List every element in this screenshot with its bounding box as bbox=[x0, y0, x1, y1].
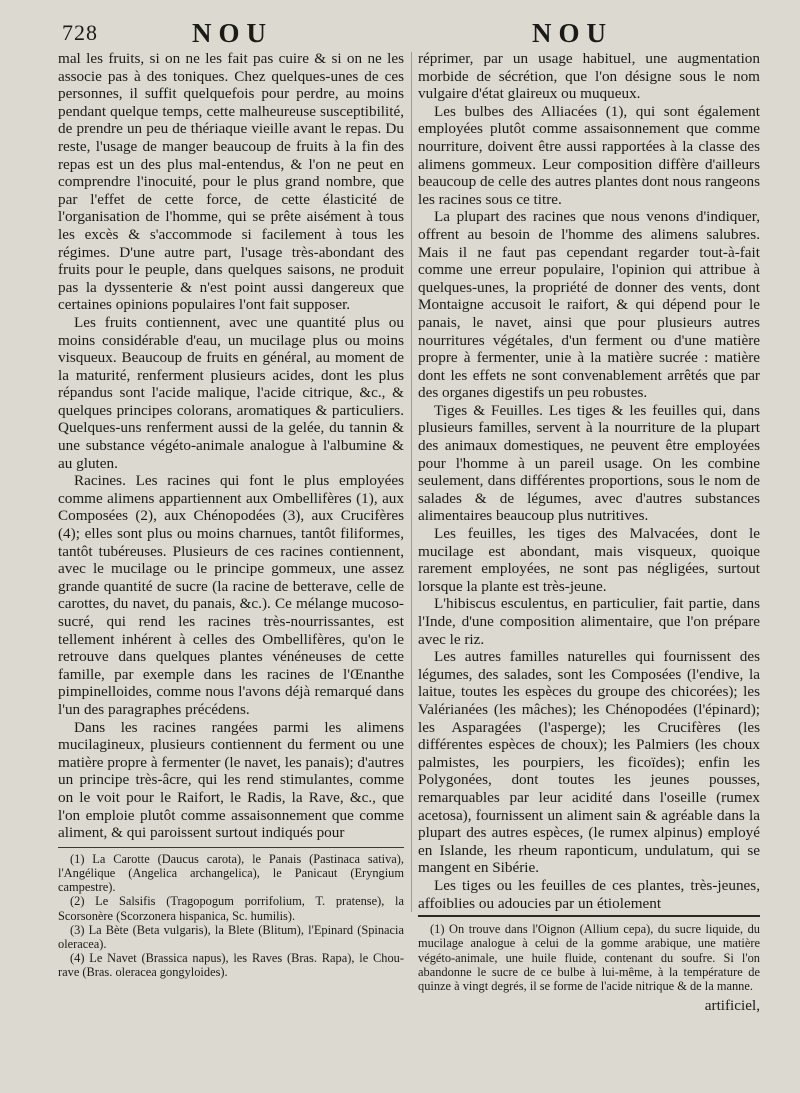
footnotes bbox=[418, 922, 760, 993]
paragraph: Les bulbes des Alliacées (1), qui sont également employées plutôt comme assaisonnement que comme nourriture, doivent être aussi rapportées à la classe des alimens gommeux. Leur composition diffère d'ailleurs beaucoup de celle des autres plantes dont nous rangeons les racines sous ce titre. bbox=[418, 102, 760, 208]
page-number: 728 bbox=[62, 20, 98, 45]
footnote: (2) Le Salsifis (Tragopogum porrifolium, T. pratense), la Scorsonère (Scorzonera hispanica, Sc. humilis). bbox=[58, 894, 404, 923]
paragraph: La plupart des racines que nous venons d'indiquer, offrent au besoin de l'homme des alimens salubres. Mais il ne faut pas cependant regarder tout-à-fait comme une erreur populaire, l'opinion qui attribue à quelques-unes, la propriété de donner des vents, dont Montaigne accusoit le raifort, & qui dépend pour le panais, le navet, ainsi que pour plusieurs autres nourritures végétales, d'un ferment ou d'une matière propre à fermenter, unie à la matière sucrée : matière dont les effets ne sont convenablement arrêtés que par des organes digestifs un peu robustes. bbox=[418, 208, 760, 402]
paragraph: Racines. Les racines qui font le plus employées comme alimens appartiennent aux Ombellifères (1), aux Composées (2), aux Chénopodées (3), aux Crucifères (4); elles sont plus ou moins charnues, tantôt filiformes, tantôt tubéreuses. Plusieurs de ces racines contiennent, avec le mucilage ou le principe gommeux, une assez grande quantité de sucre (la racine de betterave, celle de carottes, du navet, du panais, &c.). Ce mélange mucoso-sucré, qui rend les racines très-nourrissantes, est tellement inhérent à celles des Ombellifères, qu'on le retrouve dans quelques plantes vénéneuses de cette famille, par exemple dans les racines de l'Œnanthe pimpinelloides, comme nous l'avons déjà remarqué dans l'un des paragraphes précédens. bbox=[58, 472, 404, 718]
paragraph: mal les fruits, si on ne les fait pas cuire & si on ne les associe pas à des toniques. Chez quelques-unes de ces personnes, il suffit quelquefois pour perdre, au moins pendant quelque temps, cette malheureuse susceptibilité, de prendre un peu de thériaque vieille avant le repas. Du reste, l'usage de manger beaucoup de fruits à la fin des repas est un des plus mal-entendus, & l'on ne peut en comprendre l'inocuité, pour le plus grand nombre, que par l'effet de cette force, de cette élasticité de l'organisation de l'homme, qui se prête aisément à tous les excès & s'accommode si facilement à tous les régimes. D'une autre part, l'usage très-abondant des fruits pour le peuple, dans quelques saisons, ne produit pas la dyssenterie & n'est point aussi dangereux que certaines opinions populaires l'ont fait supposer. bbox=[58, 50, 404, 314]
paragraph: Les fruits contiennent, avec une quantité plus ou moins considérable d'eau, un mucilage plus ou moins visqueux. Beaucoup de fruits en général, au moment de la maturité, renferment plusieurs acides, dont les plus répandus sont l'acide malique, l'acide citrique, &c., & quelques principes colorans, aromatiques & particuliers. Quelques-uns renferment aussi de la gelée, du tannin & une substance végéto-animale analogue à l'albumine & au gluten. bbox=[58, 313, 404, 472]
footnote: (1) On trouve dans l'Oignon (Allium cepa), du sucre liquide, du mucilage analogue à celui de la gomme arabique, une matière végéto-animale, une huile fluide, contenant du soufre. Si l'on abandonne le sucre de ce bulbe à lui-même, à la température de quinze à vingt degrés, il se forme de l'acide nitrique & de la manne. bbox=[418, 922, 760, 993]
catchword: artificiel, bbox=[704, 997, 760, 1015]
left-column bbox=[58, 50, 404, 980]
page-header bbox=[0, 20, 800, 50]
running-head-right: NOU bbox=[532, 18, 613, 48]
footnotes bbox=[58, 852, 404, 980]
paragraph: réprimer, par un usage habituel, une augmentation morbide de sécrétion, que l'on désigne sous le nom vulgaire d'état glaireux ou muqueux. bbox=[418, 50, 760, 103]
paragraph: Dans les racines rangées parmi les alimens mucilagineux, plusieurs contiennent du ferment ou une matière propre à fermenter (le navet, les panais); d'autres un principe très-âcre, qui les rend stimulantes, comme on le voit pour le Raifort, le Radis, la Rave, &c., que l'on emploie plutôt comme assaisonnement que comme aliment, & qui paroissent surtout indiqués pour bbox=[58, 718, 404, 842]
footnote-rule bbox=[58, 847, 404, 848]
column-separator bbox=[411, 52, 412, 912]
paragraph: Les tiges ou les feuilles de ces plantes, très-jeunes, affoiblies ou adoucies par un étiolement bbox=[418, 876, 760, 912]
paragraph: Tiges & Feuilles. Les tiges & les feuilles qui, dans plusieurs familles, servent à la nourriture de la plupart des animaux domestiques, ne peuvent être employées pour l'homme à un pareil usage. On les combine seulement, dans différentes proportions, sous le nom de salades & de légumes, avec d'autres substances alimentaires beaucoup plus nutritives. bbox=[418, 401, 760, 525]
paragraph: L'hibiscus esculentus, en particulier, fait partie, dans l'Inde, d'une composition alimentaire, que l'on prépare avec le riz. bbox=[418, 595, 760, 648]
paragraph: Les autres familles naturelles qui fournissent des légumes, des salades, sont les Composées (l'endive, la laitue, toutes les espèces du groupe des chicorées); les Valérianées (les mâches); les Chénopodées (l'épinard); les Asparagées (l'asperge); les Crucifères (les différentes espèces de choux); les Palmiers (les choux palmistes, les pourpiers, les ficoïdes); enfin les Polygonées, dont toutes les jeunes pousses, remarquables par leur acidité dans l'oseille (rumex acetosa), fournissent un aliment sain & agréable dans la plupart des autres espèces, (le rumex alpinus) employé en Islande, les rheum raponticum, undulatum, qui se mangent en Sibérie. bbox=[418, 648, 760, 877]
footnote-rule bbox=[418, 915, 760, 917]
footnote: (1) La Carotte (Daucus carota), le Panais (Pastinaca sativa), l'Angélique (Angelica archangelica), le Panicaut (Eryngium campestre). bbox=[58, 851, 404, 895]
footnote: (3) La Bète (Beta vulgaris), la Blete (Blitum), l'Epinard (Spinacia oleracea). bbox=[58, 922, 404, 951]
footnote: (4) Le Navet (Brassica napus), les Raves (Bras. Rapa), le Chou-rave (Bras. oleracea gongyloides). bbox=[58, 951, 404, 980]
right-column bbox=[418, 50, 760, 1015]
paragraph: Les feuilles, les tiges des Malvacées, dont le mucilage est abondant, mais visqueux, quoique rarement employées, ne sont pas négligées, surtout lorsque la plante est très-jeune. bbox=[418, 525, 760, 595]
running-head-left: NOU bbox=[192, 18, 273, 48]
